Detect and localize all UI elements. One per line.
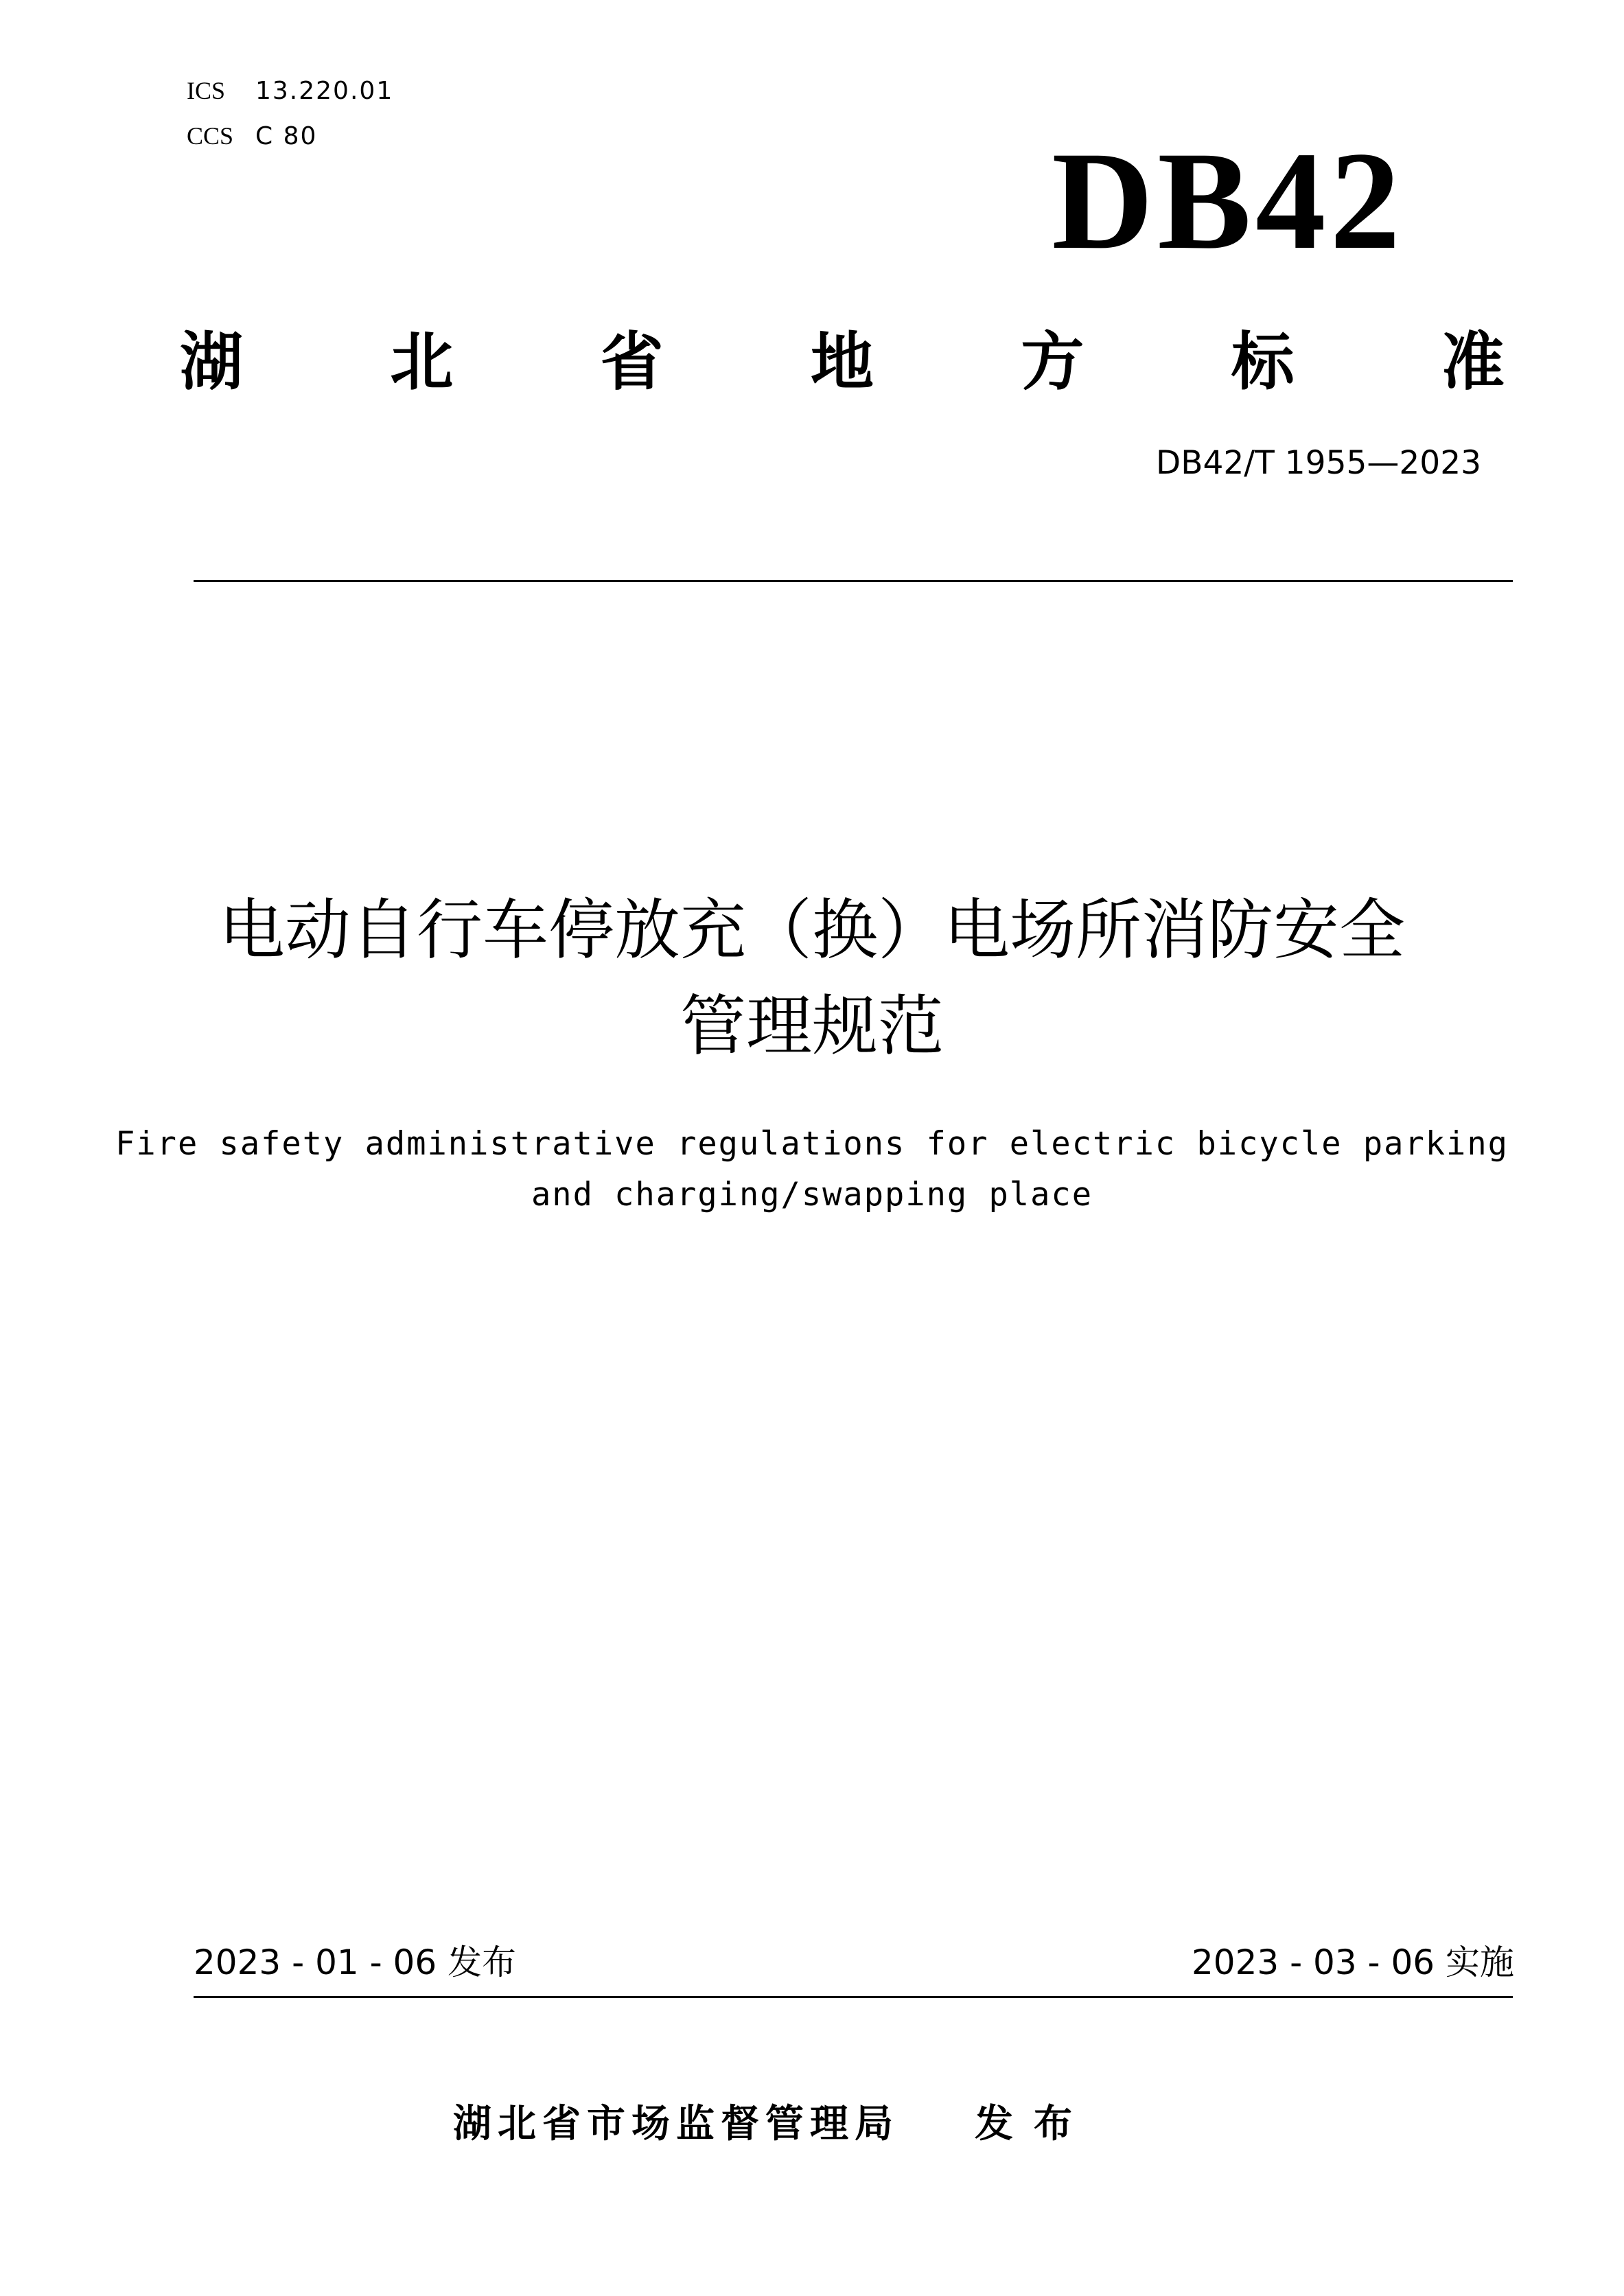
ics-value: 13.220.01 xyxy=(255,77,394,105)
issue-date: 2023 - 01 - 06 发布 xyxy=(194,1943,517,1982)
implementation-date: 2023 - 03 - 06 实施 xyxy=(1191,1943,1514,1982)
english-title-line: Fire safety administrative regulations for electric bicycle parking xyxy=(115,1125,1509,1163)
standard-type-char: 方 xyxy=(1021,325,1084,399)
chinese-title xyxy=(103,882,1521,1074)
ccs-value: C 80 xyxy=(255,122,318,150)
footer-divider xyxy=(194,1996,1513,1998)
ccs-label: CCS xyxy=(187,122,234,150)
issuer-action: 发布 xyxy=(975,2102,1093,2146)
header-divider xyxy=(194,580,1513,582)
chinese-title-line: 管理规范 xyxy=(680,988,944,1065)
standard-type-char: 湖 xyxy=(180,325,244,399)
standard-type-char: 准 xyxy=(1441,325,1505,399)
standard-type-char: 北 xyxy=(390,325,454,399)
ics-classification xyxy=(187,76,393,106)
ics-label: ICS xyxy=(187,77,226,104)
issuer xyxy=(453,2097,1093,2152)
standard-number: DB42/T 1955—2023 xyxy=(1156,444,1481,482)
english-title xyxy=(103,1119,1521,1220)
standard-type-heading xyxy=(180,312,1505,402)
standard-type-char: 标 xyxy=(1231,325,1295,399)
standard-type-char: 地 xyxy=(810,325,874,399)
issuer-name: 湖北省市场监督管理局 xyxy=(453,2102,899,2146)
english-title-line: and charging/swapping place xyxy=(531,1176,1093,1214)
ccs-classification xyxy=(187,121,317,152)
standard-code-logo: DB42 xyxy=(1052,123,1404,279)
chinese-title-line: 电动自行车停放充（换）电场所消防安全 xyxy=(219,892,1405,969)
standard-type-char: 省 xyxy=(600,325,664,399)
